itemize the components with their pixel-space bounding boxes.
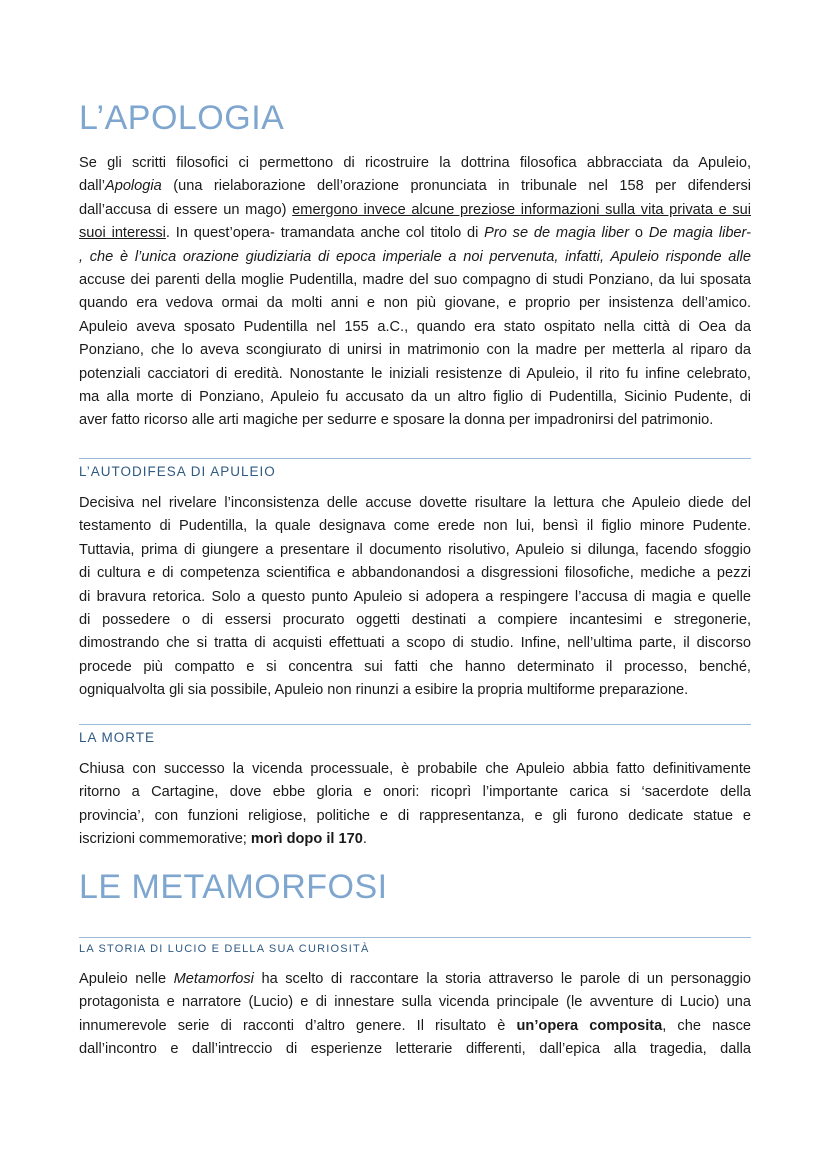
text-line: di bravura retorica. Solo a questo punto Apuleio si adopera a respingere l’accusa di magia e quelle	[79, 588, 751, 605]
heading-metamorfosi: LE METAMORFOSI	[79, 868, 388, 906]
text-line: testamento di Pudentilla, la quale designava come erede non lui, bensì il figlio minore Pudente.	[79, 518, 751, 535]
text-line: procede più compatto e si concentra sui fatti che hanno determinato il processo, benché,	[79, 658, 751, 675]
text-line: provincia’, con funzioni religiose, politiche e di rappresentanza, e gli furono dedicate statue e	[79, 807, 751, 824]
text-line: Apuleio aveva sposato Pudentilla nel 155 a.C., quando era stato ospitato nella città di Oea da	[79, 318, 751, 335]
text-line: Apuleio nelle Metamorfosi ha scelto di raccontare la storia attraverso le parole di un personaggio	[79, 971, 751, 987]
text-line: accuse dei parenti della moglie Pudentilla, madre del suo compagno di studi Ponziano, da lui sposata	[79, 271, 751, 288]
heading-autodifesa-label: L’AUTODIFESA DI APULEIO	[79, 464, 276, 479]
text-line: iscrizioni commemorative; morì dopo il 170.	[79, 831, 367, 848]
paragraph-metamorfosi	[79, 968, 751, 1062]
text-line: suoi interessi. In quest’opera- tramandata anche col titolo di Pro se de magia liber o De magia liber-	[79, 225, 752, 242]
text-line: aver fatto ricorso alle arti magiche per sedurre e sposare la donna per impadronirsi del patrimonio.	[79, 412, 714, 429]
text-line: innumerevole serie di racconti d’altro genere. Il risultato è un’opera composita, che nasce	[79, 1017, 752, 1034]
text-line: Chiusa con successo la vicenda processuale, è probabile che Apuleio abbia fatto definitivamente	[79, 761, 751, 777]
text-line: Ponziano, che lo aveva scongiurato di unirsi in matrimonio con la madre per metterla al riparo da	[79, 342, 751, 359]
text-line: Decisiva nel rivelare l’inconsistenza delle accuse dovette risultare la lettura che Apuleio diede del	[79, 495, 751, 511]
paragraph-apologia	[79, 152, 751, 433]
paragraph-autodifesa	[79, 492, 751, 703]
paragraph-morte	[79, 758, 751, 852]
text-line: ma alla morte di Ponziano, Apuleio fu accusato da un altro figlio di Pudentilla, Sicinio Pudente, di	[79, 388, 751, 405]
title-apologia: Apologia	[104, 178, 162, 195]
underlined-text: suoi interessi	[79, 225, 166, 242]
text-line: protagonista e narratore (Lucio) e di innestare sulla vicenda principale (le avventure di Lucio) una	[79, 994, 751, 1011]
text-line: dall’incontro e dall’intreccio di esperienze letterarie differenti, dall’epica alla tragedia, dalla	[79, 1041, 751, 1058]
text-line: Se gli scritti filosofici ci permettono di ricostruire la dottrina filosofica abbracciata da Apuleio,	[79, 155, 751, 171]
heading-storia-lucio-label: LA STORIA DI LUCIO E DELLA SUA CURIOSITÀ	[79, 943, 370, 955]
text-line: dimostrando che si tratta di acquisti effettuati a scopo di studio. Infine, nell’ultima parte, il discorso	[79, 635, 751, 652]
text-line: ogniqualvolta gli sia possibile, Apuleio non rinunzi a esibire la propria multiforme preparazione.	[79, 682, 689, 699]
heading-morte	[79, 724, 751, 745]
text-line: Tuttavia, prima di giungere a presentare il documento risolutivo, Apuleio si dilunga, facendo sfoggio	[79, 541, 751, 558]
bold-text: un’opera composita	[516, 1017, 663, 1034]
text-line: , che è l’unica orazione giudiziaria di epoca imperiale a noi pervenuta, infatti, Apuleio risponde alle	[79, 248, 751, 265]
bold-text: morì dopo il 170	[250, 831, 363, 848]
text-line: quando era vedova ormai da molti anni e non più giovane, e proprio per insistenza dell’amico.	[79, 295, 751, 312]
text-line: potenziali cacciatori di eredità. Nonostante le iniziali resistenze di Apuleio, il rito fu infine celebrato,	[79, 365, 751, 382]
text-line: dall’accusa di essere un mago) emergono invece alcune preziose informazioni sulla vita privata e sui	[79, 201, 751, 218]
underlined-text: emergono invece alcune preziose informazioni sulla vita privata e sui	[292, 201, 751, 218]
heading-morte-label: LA MORTE	[79, 730, 156, 745]
title-metamorfosi: Metamorfosi	[173, 971, 254, 987]
text-line: di possedere o di essersi procurato oggetti destinati a compiere incantesimi e stregonerie,	[79, 611, 751, 628]
text-line: ritorno a Cartagine, dove ebbe gloria e onori: ricoprì l’importante carica si ‘sacerdote della	[79, 784, 751, 801]
heading-autodifesa	[79, 458, 751, 479]
text-line: dall’Apologia (una rielaborazione dell’orazione pronunciata in tribunale nel 158 per difendersi	[79, 178, 751, 195]
heading-apologia: L’APOLOGIA	[79, 99, 285, 137]
text-line: di cultura e di competenza scientifica e abbandonandosi a disgressioni filosofiche, mediche a pezzi	[79, 565, 751, 582]
heading-storia-lucio	[79, 937, 751, 955]
